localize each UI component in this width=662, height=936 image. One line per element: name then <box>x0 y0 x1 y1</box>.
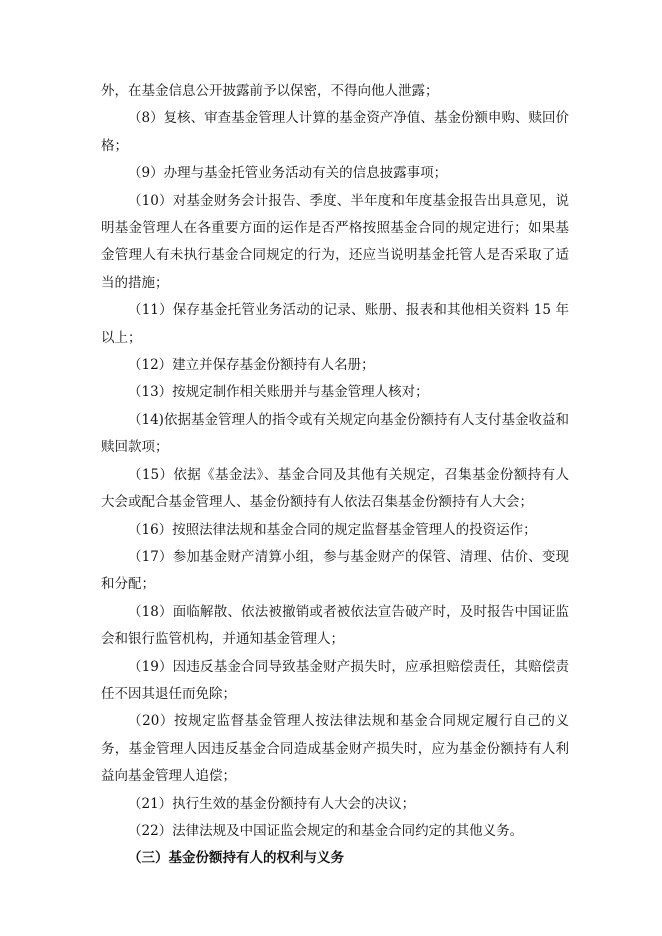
paragraph-item-12: （12）建立并保存基金份额持有人名册； <box>128 357 375 374</box>
paragraph-item-9: （9）办理与基金托管业务活动有关的信息披露事项； <box>128 165 448 182</box>
paragraph-continuation: 外，在基金信息公开披露前予以保密，不得向他人泄露； <box>101 83 439 99</box>
paragraph-item-13: （13）按规定制作相关账册并与基金管理人核对； <box>128 384 429 401</box>
paragraph-item-15: （15）依据《基金法》、基金合同及其他有关规定，召集基金份额持有人大会或配合基金管理人、基金份额持有人依法召集基金份额持有人大会； <box>101 466 569 511</box>
paragraph-item-14: （14)依据基金管理人的指令或有关规定向基金份额持有人支付基金收益和赎回款项； <box>101 411 569 456</box>
paragraph-item-20: （20）按规定监督基金管理人按法律法规和基金合同规定履行自己的义务，基金管理人因违反基金合同造成基金财产损失时，应为基金份额持有人利益向基金管理人追偿； <box>101 713 569 785</box>
paragraph-item-11: （11）保存基金托管业务活动的记录、账册、报表和其他相关资料 15 年以上； <box>101 302 569 346</box>
paragraph-item-18: （18）面临解散、依法被撤销或者被依法宣告破产时，及时报告中国证监会和银行监管机构，并通知基金管理人； <box>101 603 569 648</box>
document-page <box>101 78 569 873</box>
paragraph-item-17: （17）参加基金财产清算小组，参与基金财产的保管、清理、估价、变现和分配； <box>101 548 569 593</box>
paragraph-item-8: （8）复核、审查基金管理人计算的基金资产净值、基金份额申购、赎回价格； <box>101 110 569 154</box>
paragraph-item-22: （22）法律法规及中国证监会规定的和基金合同约定的其他义务。 <box>128 822 524 839</box>
section-heading: （三）基金份额持有人的权利与义务 <box>128 850 344 867</box>
paragraph-item-21: （21）执行生效的基金份额持有人大会的决议； <box>128 795 416 812</box>
paragraph-item-16: （16）按照法律法规和基金合同的规定监督基金管理人的投资运作； <box>128 521 537 538</box>
paragraph-item-10: （10）对基金财务会计报告、季度、半年度和年度基金报告出具意见，说明基金管理人在各重要方面的运作是否严格按照基金合同的规定进行；如果基金管理人有未执行基金合同规定的行为，还应当说明基金托管人是否采取了适当的措施； <box>101 192 569 291</box>
paragraph-item-19: （19）因违反基金合同导致基金财产损失时，应承担赔偿责任，其赔偿责任不因其退任而免除； <box>101 658 569 702</box>
